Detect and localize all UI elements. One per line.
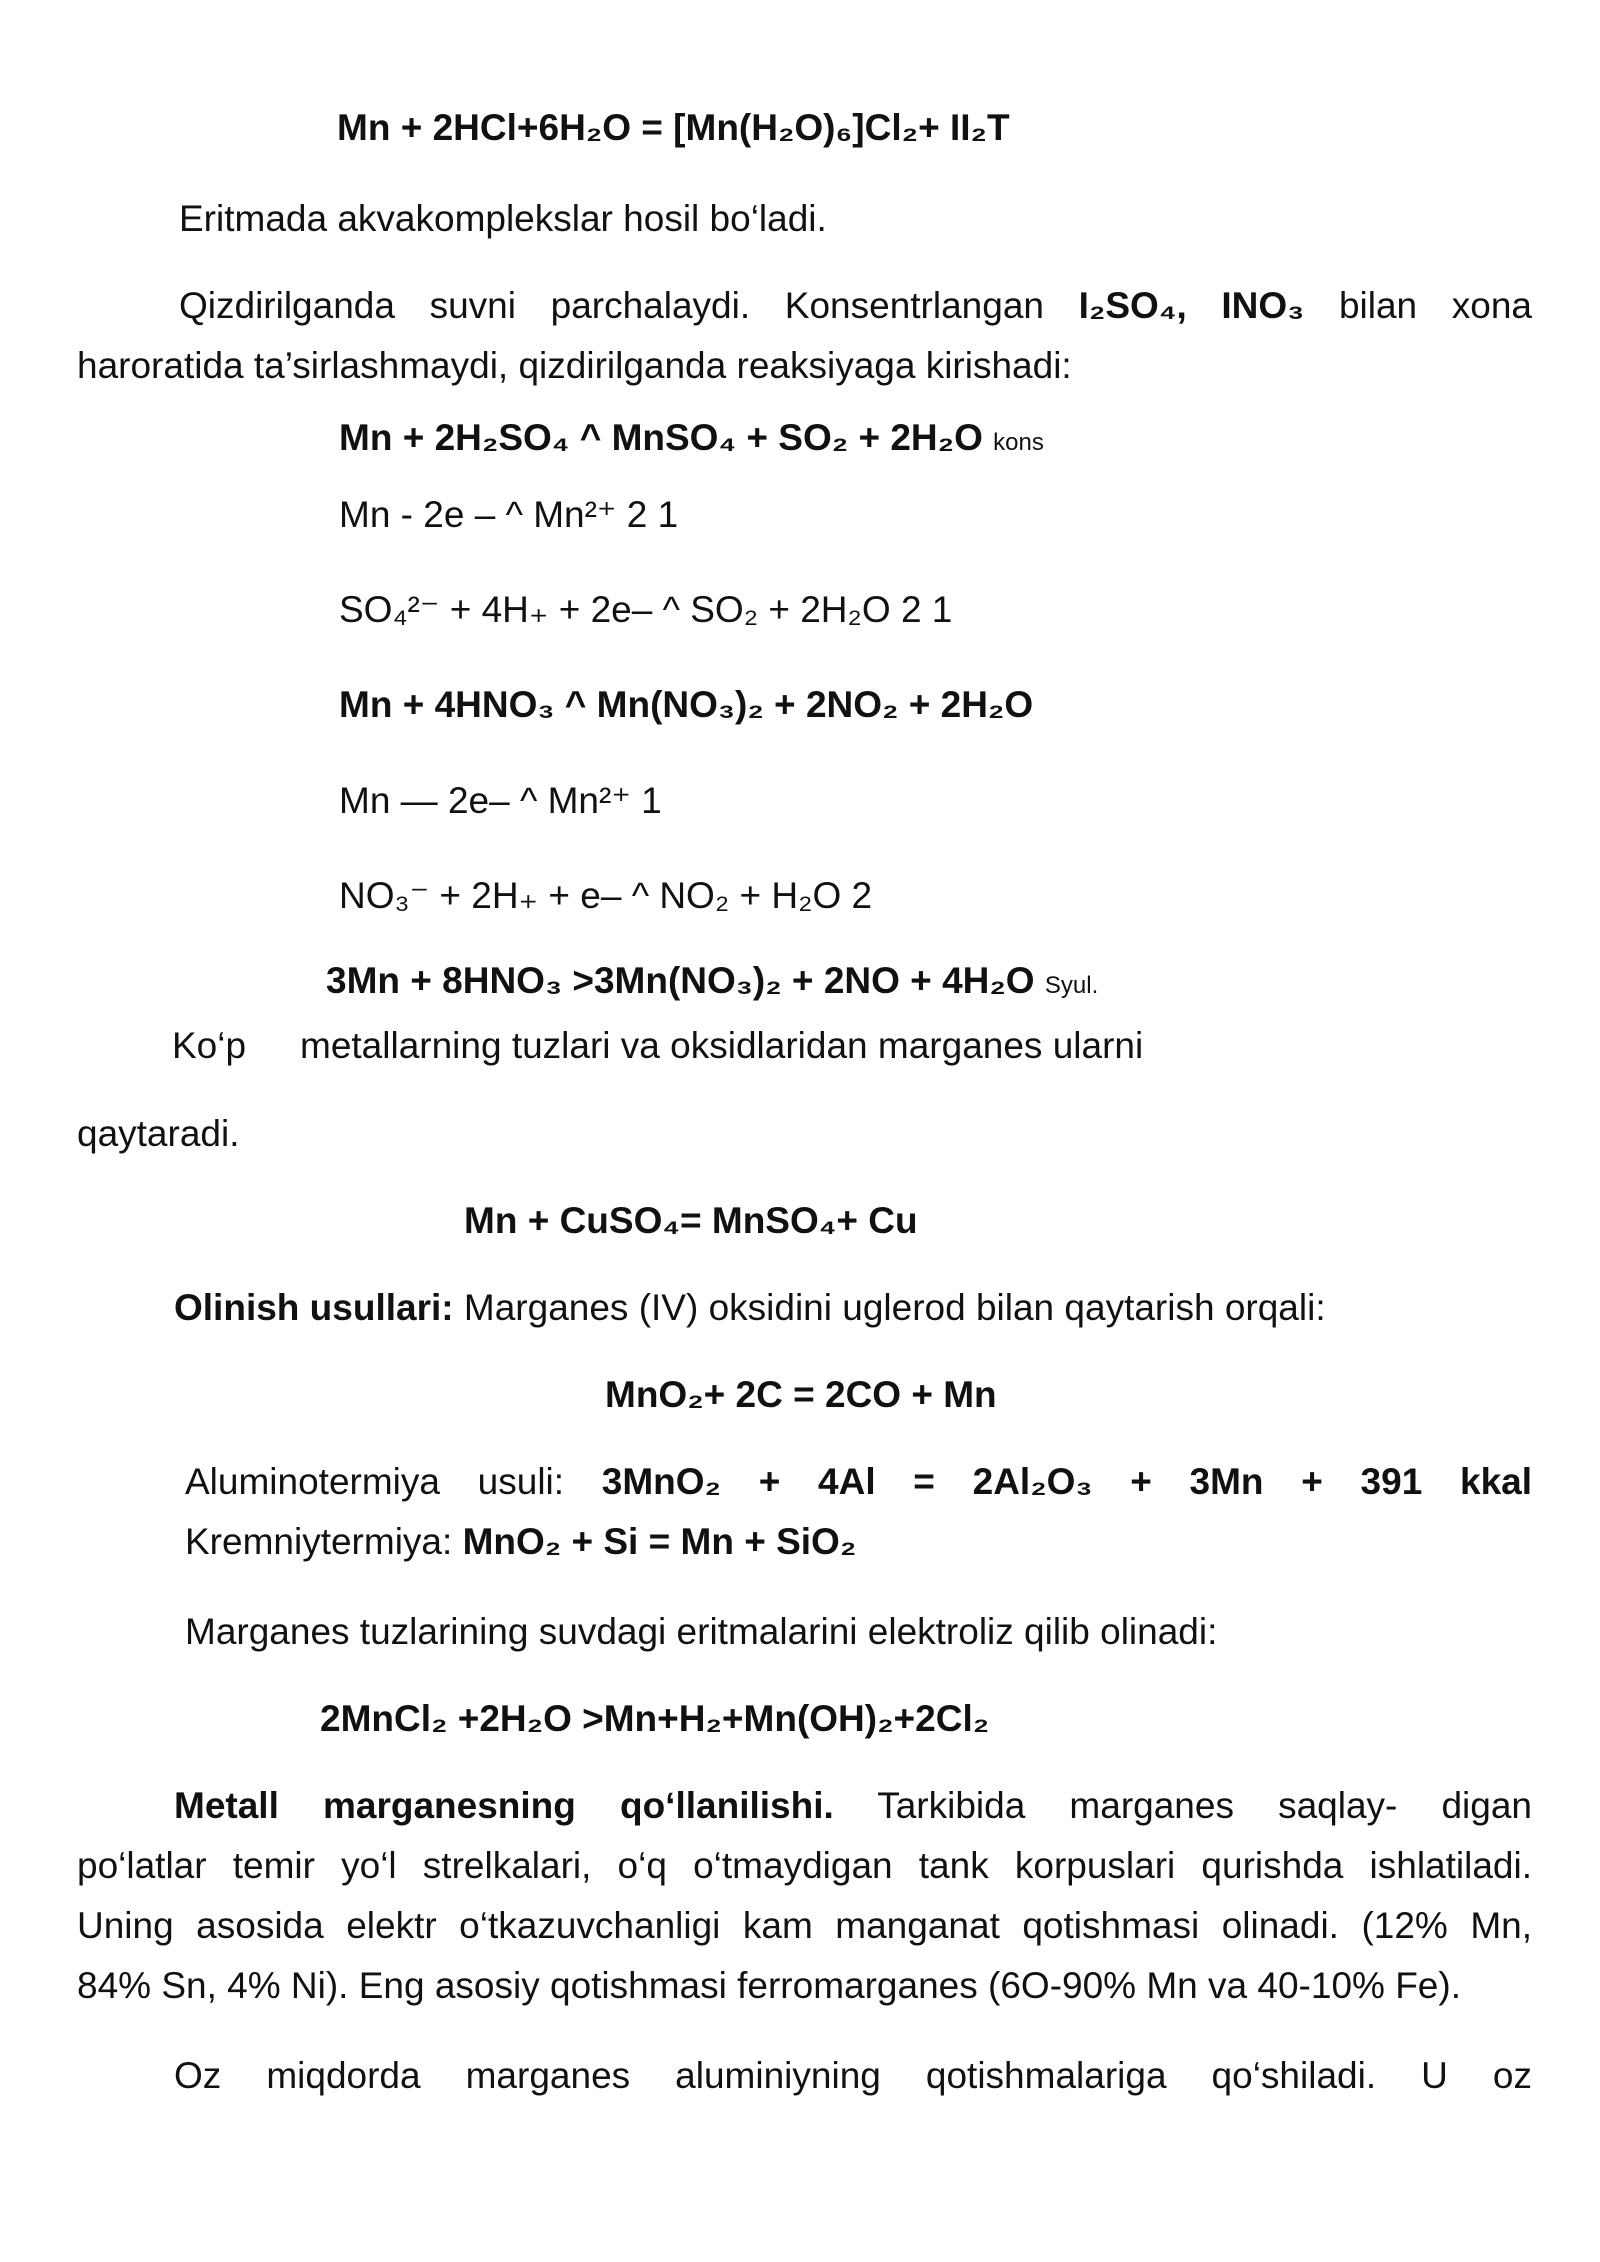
paragraph-qizdirilganda-line2: haroratida ta’sirlashmaydi, qizdirilganda reaksiyaga kirishadi: <box>77 345 1072 386</box>
paragraph-qaytaradi: qaytaradi. <box>77 1113 240 1154</box>
equation-mno2-carbon: MnO₂+ 2C = 2CO + Mn <box>605 1374 997 1415</box>
half-reaction-no3-reduction: NO₃⁻ + 2H₊ + e– ^ NO₂ + H₂O 2 <box>339 875 873 916</box>
paragraph-kop-word: Ko‘p <box>172 1025 247 1066</box>
equation-mn-hno3-dilute: 3Mn + 8HNO₃ >3Mn(NO₃)₂ + 2NO + 4H₂O Syul. <box>326 960 1099 1001</box>
equation-note-kons: kons <box>993 429 1044 456</box>
half-reaction-so4-reduction: SO₄²⁻ + 4H₊ + 2e– ^ SO₂ + 2H₂O 2 1 <box>339 589 953 630</box>
equation-electrolysis: 2MnCl₂ +2H₂O >Mn+H₂+Mn(OH)₂+2Cl₂ <box>320 1698 990 1739</box>
paragraph-qizdirilganda-line1: Qizdirilganda suvni parchalaydi. Konsentrlangan I₂SO₄, INO₃ bilan xona <box>179 285 1533 326</box>
paragraph-aluminotermiya: Aluminotermiya usuli: 3MnO₂ + 4Al = 2Al₂O₃ + 3Mn + 391 kkal <box>185 1461 1533 1502</box>
equation-mn-cuso4: Mn + CuSO₄= MnSO₄+ Cu <box>464 1200 918 1241</box>
equation-note-syul: Syul. <box>1044 972 1099 999</box>
paragraph-elektroliz: Marganes tuzlarining suvdagi eritmalarini elektroliz qilib olinadi: <box>185 1611 1218 1652</box>
equation-mn-h2so4: Mn + 2H₂SO₄ ^ MnSO₄ + SO₂ + 2H₂O kons <box>339 417 1044 458</box>
paragraph-olinish-usullari: Olinish usullari: Marganes (IV) oksidini uglerod bilan qaytarish orqali: <box>174 1287 1326 1328</box>
half-reaction-mn-oxidation-1: Mn - 2e – ^ Mn²⁺ 2 1 <box>339 494 679 535</box>
paragraph-akvakomplekslar: Eritmada akvakomplekslar hosil bo‘ladi. <box>179 198 827 239</box>
paragraph-kop-rest: metallarning tuzlari va oksidlaridan marganes ularni <box>300 1025 1144 1066</box>
paragraph-qollanilishi-line4: 84% Sn, 4% Ni). Eng asosiy qotishmasi ferromarganes (6O-90% Mn va 40-10% Fe). <box>77 1965 1461 2006</box>
equation-mn-hcl: Mn + 2HCl+6H₂O = [Mn(H₂O)₆]Cl₂+ II₂T <box>337 107 1010 148</box>
paragraph-oz-miqdorda: Oz miqdorda marganes aluminiyning qotishmalariga qo‘shiladi. U oz <box>174 2055 1532 2096</box>
equation-mn-hno3-conc: Mn + 4HNO₃ ^ Mn(NO₃)₂ + 2NO₂ + 2H₂O <box>339 684 1034 725</box>
half-reaction-mn-oxidation-2: Mn — 2e– ^ Mn²⁺ 1 <box>339 780 662 821</box>
paragraph-kremniytermiya: Kremniytermiya: MnO₂ + Si = Mn + SiO₂ <box>185 1521 857 1562</box>
paragraph-qollanilishi-line2: po‘latlar temir yo‘l strelkalari, o‘q o‘tmaydigan tank korpuslari qurishda ishlatiladi. <box>77 1845 1532 1886</box>
paragraph-qollanilishi-line3: Uning asosida elektr o‘tkazuvchanligi kam manganat qotishmasi olinadi. (12% Mn, <box>77 1905 1532 1946</box>
paragraph-qollanilishi-line1: Metall marganesning qo‘llanilishi. Tarkibida marganes saqlay- digan <box>174 1785 1532 1826</box>
